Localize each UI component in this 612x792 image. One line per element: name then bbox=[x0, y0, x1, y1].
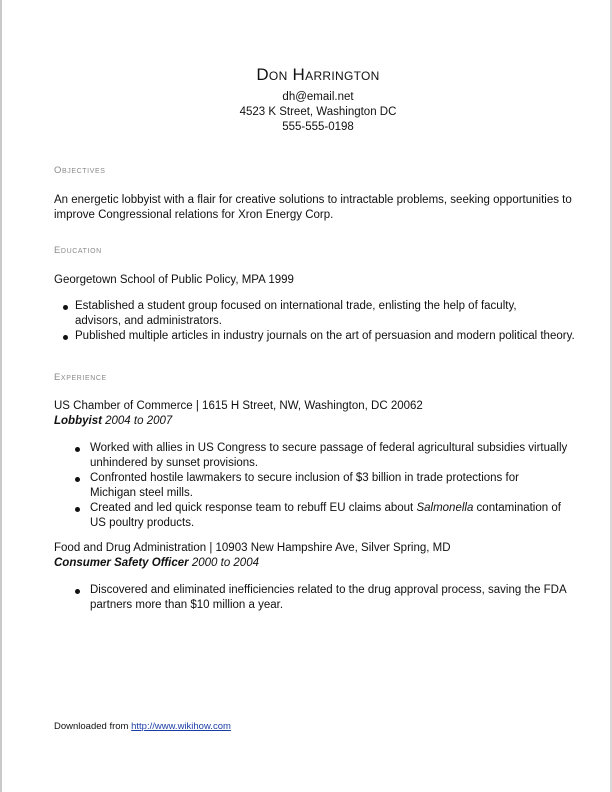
section-heading-experience: Experience bbox=[54, 372, 107, 383]
download-credit-prefix: Downloaded from bbox=[54, 721, 132, 732]
bullet-dot bbox=[75, 507, 80, 512]
education-bullet: Published multiple articles in industry journals on the art of persuasion and modern political theory. bbox=[75, 330, 575, 342]
job-title: Consumer Safety Officer bbox=[54, 557, 189, 569]
job-bullet: Confronted hostile lawmakers to secure inclusion of $3 billion in trade protections for Michigan steel mills. bbox=[90, 472, 519, 499]
job-bullet-italic: Salmonella bbox=[416, 502, 474, 514]
bullet-dot bbox=[75, 589, 80, 594]
job-bullet bbox=[90, 501, 575, 531]
job-bullet: Discovered and eliminated inefficiencies related to the drug approval process, saving the FDA partners more than $10 million a year. bbox=[90, 584, 567, 611]
education-school: Georgetown School of Public Policy, MPA 1999 bbox=[54, 274, 294, 286]
contact-address: 4523 K Street, Washington DC bbox=[239, 106, 397, 118]
applicant-name: Don Harrington bbox=[256, 65, 380, 84]
job-bullet: Worked with allies in US Congress to secure passage of federal agricultural subsidies virtually unhindered by sunset provisions. bbox=[90, 442, 568, 469]
bullet-dot bbox=[75, 447, 80, 452]
job-title: Lobbyist bbox=[54, 415, 102, 427]
job-employer: Food and Drug Administration | 10903 New Hampshire Ave, Silver Spring, MD bbox=[54, 542, 451, 554]
section-heading-education: Education bbox=[54, 245, 102, 256]
job-bullet-text: contamination of US poultry products. bbox=[90, 502, 561, 529]
page-border-left bbox=[0, 0, 2, 792]
objectives-text: An energetic lobbyist with a flair for creative solutions to intractable problems, seeking opportunities to improve Congressional relations for Xron Energy Corp. bbox=[54, 194, 572, 221]
bullet-dot bbox=[63, 305, 68, 310]
section-heading-objectives: Objectives bbox=[54, 165, 106, 176]
wikihow-link[interactable]: http://www.wikihow.com bbox=[131, 721, 231, 732]
job-dates: 2004 to 2007 bbox=[105, 415, 173, 427]
job-dates: 2000 to 2004 bbox=[191, 557, 259, 569]
bullet-dot bbox=[63, 335, 68, 340]
contact-email: dh@email.net bbox=[282, 91, 354, 103]
contact-phone: 555-555-0198 bbox=[282, 121, 354, 133]
job-bullet-text: Created and led quick response team to rebuff EU claims about bbox=[90, 502, 417, 514]
job-role bbox=[54, 557, 259, 569]
education-bullet: Established a student group focused on international trade, enlisting the help of faculty, advisors, and administrators. bbox=[75, 300, 517, 327]
download-credit bbox=[54, 721, 231, 732]
job-employer: US Chamber of Commerce | 1615 H Street, NW, Washington, DC 20062 bbox=[54, 400, 423, 412]
job-role bbox=[54, 415, 172, 427]
bullet-dot bbox=[75, 477, 80, 482]
